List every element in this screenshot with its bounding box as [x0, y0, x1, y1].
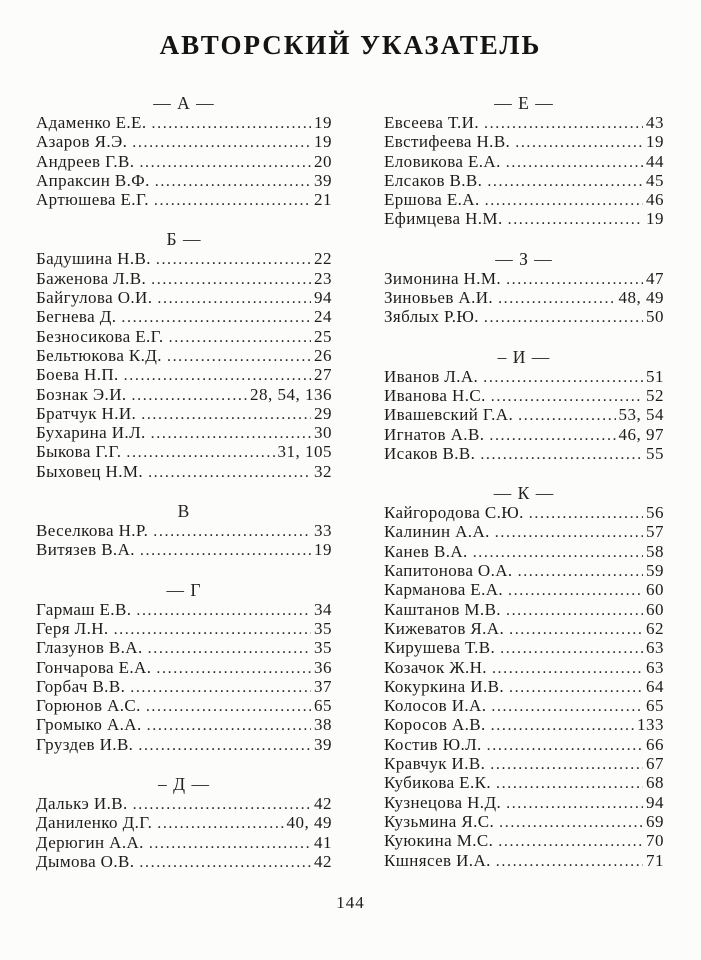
dot-leader: [151, 423, 311, 443]
entry-page-numbers: 35: [314, 638, 332, 658]
author-name: Ивашевский Г.А.: [384, 405, 514, 425]
dot-leader: [500, 638, 643, 658]
index-entry: [36, 249, 332, 268]
author-name: Баженова Л.В.: [36, 268, 147, 288]
index-entry: [384, 444, 664, 463]
author-name: Зимонина Н.М.: [384, 268, 502, 288]
letter-section: [36, 502, 332, 560]
index-entry: [384, 132, 664, 151]
entry-page-numbers: 46: [646, 190, 664, 210]
dot-leader: [138, 735, 311, 755]
index-entry: [384, 209, 664, 228]
entry-page-numbers: 58: [646, 541, 664, 561]
index-entry: [384, 715, 664, 734]
author-name: Дерюгин А.А.: [36, 832, 144, 852]
index-entry: [384, 677, 664, 696]
index-entry: [36, 307, 332, 326]
dot-leader: [485, 190, 643, 210]
dot-leader: [515, 132, 643, 152]
author-name: Бегнева Д.: [36, 307, 117, 327]
entry-page-numbers: 41: [314, 832, 332, 852]
section-letter-header: Б —: [166, 229, 202, 250]
index-entry: [384, 851, 664, 870]
index-entry: [36, 288, 332, 307]
dot-leader: [126, 442, 274, 462]
entry-page-numbers: 68: [646, 773, 664, 793]
entry-page-numbers: 42: [314, 851, 332, 871]
author-name: Быховец Н.М.: [36, 461, 144, 481]
author-name: Канев В.А.: [384, 541, 468, 561]
author-name: Боева Н.П.: [36, 365, 119, 385]
letter-section: [384, 94, 664, 229]
dot-leader: [506, 600, 643, 620]
entry-page-numbers: 51: [646, 366, 664, 386]
dot-leader: [132, 385, 247, 405]
index-entry: [36, 619, 332, 638]
author-name: Бухарина И.Л.: [36, 423, 146, 443]
dot-leader: [155, 171, 311, 191]
entry-page-numbers: 43: [646, 113, 664, 132]
author-name: Кузнецова Н.Д.: [384, 792, 502, 812]
index-entry: [384, 638, 664, 657]
dot-leader: [473, 542, 643, 562]
entry-page-numbers: 60: [646, 580, 664, 600]
index-entry: [384, 288, 664, 307]
entry-page-numbers: 33: [314, 521, 332, 541]
author-name: Кирушева Т.В.: [384, 638, 496, 658]
entry-page-numbers: 71: [646, 850, 664, 870]
index-entry: [36, 327, 332, 346]
dot-leader: [151, 269, 311, 289]
author-name: Исаков В.В.: [384, 443, 476, 463]
entry-page-numbers: 32: [314, 461, 332, 481]
dot-leader: [499, 812, 643, 832]
dot-leader: [483, 367, 643, 387]
index-entry: [384, 658, 664, 677]
entry-page-numbers: 53, 54: [618, 405, 664, 425]
dot-leader: [133, 794, 311, 814]
index-entry: [36, 404, 332, 423]
entry-page-numbers: 42: [314, 794, 332, 814]
dot-leader: [491, 386, 643, 406]
index-entry: [36, 442, 332, 461]
entry-page-numbers: 57: [646, 522, 664, 542]
index-entry: [384, 619, 664, 638]
entry-page-numbers: 69: [646, 811, 664, 831]
entry-page-numbers: 23: [314, 268, 332, 288]
dot-leader: [114, 619, 311, 639]
entry-page-numbers: 20: [314, 151, 332, 171]
author-name: Геря Л.Н.: [36, 618, 109, 638]
index-entry: [36, 696, 332, 715]
dot-leader: [508, 580, 643, 600]
entry-page-numbers: 65: [646, 696, 664, 716]
index-entry: [384, 831, 664, 850]
author-name: Зяблых Р.Ю.: [384, 307, 479, 327]
dot-leader: [157, 288, 311, 308]
letter-section: [384, 484, 664, 870]
index-entry: [384, 735, 664, 754]
page-title: АВТОРСКИЙ УКАЗАТЕЛЬ: [159, 30, 542, 60]
entry-page-numbers: 21: [314, 190, 332, 210]
entry-page-numbers: 55: [646, 443, 664, 463]
index-entry: [384, 812, 664, 831]
index-columns: [0, 94, 701, 871]
index-entry: [384, 542, 664, 561]
index-entry: [384, 600, 664, 619]
section-letter-header: — З —: [495, 248, 553, 269]
dot-leader: [148, 638, 311, 658]
author-name: Куюкина М.С.: [384, 831, 494, 851]
index-entry: [36, 365, 332, 384]
index-entry: [36, 638, 332, 657]
index-entry: [36, 385, 332, 404]
entry-page-numbers: 56: [646, 503, 664, 523]
entry-page-numbers: 29: [314, 403, 332, 423]
index-entry: [36, 600, 332, 619]
dot-leader: [136, 600, 311, 620]
author-name: Костив Ю.Л.: [384, 734, 482, 754]
entry-page-numbers: 60: [646, 599, 664, 619]
author-name: Витязев В.А.: [36, 540, 135, 560]
index-entry: [36, 113, 332, 132]
author-name: Безносикова Е.Г.: [36, 326, 164, 346]
index-entry: [36, 794, 332, 813]
index-entry: [36, 540, 332, 559]
entry-page-numbers: 67: [646, 754, 664, 774]
entry-page-numbers: 27: [314, 365, 332, 385]
author-name: Иванов Л.А.: [384, 366, 479, 386]
entry-page-numbers: 45: [646, 170, 664, 190]
author-name: Кузьмина Я.С.: [384, 811, 495, 831]
entry-page-numbers: 25: [314, 326, 332, 346]
entry-page-numbers: 39: [314, 170, 332, 190]
index-entry: [384, 522, 664, 541]
author-name: Игнатов А.В.: [384, 424, 485, 444]
dot-leader: [480, 444, 643, 464]
author-name: Гончарова Е.А.: [36, 657, 152, 677]
dot-leader: [491, 715, 634, 735]
index-entry: [36, 423, 332, 442]
index-entry: [384, 580, 664, 599]
author-name: Байгулова О.И.: [36, 288, 153, 308]
dot-leader: [509, 677, 643, 697]
index-entry: [36, 462, 332, 481]
index-entry: [36, 152, 332, 171]
dot-leader: [141, 404, 311, 424]
dot-leader: [130, 677, 311, 697]
section-letter-header: — А —: [153, 93, 215, 113]
section-letter-header: — Е —: [494, 93, 554, 113]
entry-page-numbers: 19: [646, 209, 664, 229]
entry-page-numbers: 40, 49: [286, 813, 332, 833]
index-entry: [384, 171, 664, 190]
entry-page-numbers: 133: [637, 715, 664, 735]
entry-page-numbers: 59: [646, 561, 664, 581]
author-name: Коросов А.В.: [384, 715, 486, 735]
index-entry: [36, 658, 332, 677]
index-entry: [384, 696, 664, 715]
entry-page-numbers: 38: [314, 715, 332, 735]
entry-page-numbers: 35: [314, 618, 332, 638]
dot-leader: [484, 307, 643, 327]
entry-page-numbers: 26: [314, 345, 332, 365]
index-entry: [384, 269, 664, 288]
author-name: Еловикова Е.А.: [384, 151, 501, 171]
section-letter-header: – И —: [497, 346, 551, 367]
author-name: Кайгородова С.Ю.: [384, 503, 524, 523]
index-entry: [36, 269, 332, 288]
entry-page-numbers: 65: [314, 696, 332, 716]
entry-page-numbers: 52: [646, 385, 664, 405]
dot-leader: [132, 132, 311, 152]
dot-leader: [154, 190, 311, 210]
index-entry: [384, 307, 664, 326]
dot-leader: [518, 405, 615, 425]
author-name: Дымова О.В.: [36, 851, 135, 871]
dot-leader: [157, 813, 283, 833]
entry-page-numbers: 24: [314, 307, 332, 327]
dot-leader: [156, 658, 311, 678]
section-letter-header: — К —: [493, 483, 555, 504]
letter-section: [36, 775, 332, 871]
dot-leader: [506, 793, 643, 813]
entry-page-numbers: 94: [314, 288, 332, 308]
index-entry: [384, 503, 664, 522]
author-name: Зиновьев А.И.: [384, 288, 494, 308]
author-name: Бознак Э.И.: [36, 384, 127, 404]
author-name: Апраксин В.Ф.: [36, 170, 150, 190]
dot-leader: [496, 851, 643, 871]
dot-leader: [489, 425, 615, 445]
author-name: Кравчук И.В.: [384, 754, 486, 774]
author-name: Даниленко Д.Г.: [36, 813, 153, 833]
letter-section: [384, 348, 664, 463]
entry-page-numbers: 94: [646, 792, 664, 812]
entry-page-numbers: 36: [314, 657, 332, 677]
dot-leader: [156, 249, 311, 269]
column-right: [384, 94, 664, 871]
author-name: Каштанов М.В.: [384, 599, 501, 619]
dot-leader: [487, 171, 643, 191]
entry-page-numbers: 37: [314, 676, 332, 696]
index-entry: [36, 852, 332, 871]
entry-page-numbers: 63: [646, 657, 664, 677]
index-entry: [384, 152, 664, 171]
dot-leader: [139, 852, 311, 872]
author-name: Адаменко Е.Е.: [36, 113, 147, 132]
index-entry: [384, 754, 664, 773]
index-entry: [36, 346, 332, 365]
dot-leader: [495, 522, 643, 542]
index-entry: [36, 190, 332, 209]
page-number: 144: [336, 893, 365, 912]
author-name: Артюшева Е.Г.: [36, 190, 149, 210]
author-name: Ефимцева Н.М.: [384, 209, 503, 229]
entry-page-numbers: 47: [646, 268, 664, 288]
dot-leader: [492, 658, 643, 678]
author-name: Быкова Г.Г.: [36, 442, 122, 462]
author-name: Калинин А.А.: [384, 522, 490, 542]
entry-page-numbers: 44: [646, 151, 664, 171]
author-name: Горюнов А.С.: [36, 696, 141, 716]
column-left: [36, 94, 332, 871]
author-name: Елсаков В.В.: [384, 170, 483, 190]
author-name: Евсеева Т.И.: [384, 113, 480, 132]
author-name: Ершова Е.А.: [384, 190, 480, 210]
index-entry: [36, 521, 332, 540]
dot-leader: [498, 288, 615, 308]
entry-page-numbers: 62: [646, 618, 664, 638]
author-name: Евстифеева Н.В.: [384, 132, 511, 152]
entry-page-numbers: 19: [314, 113, 332, 132]
entry-page-numbers: 48, 49: [618, 288, 664, 308]
dot-leader: [529, 503, 643, 523]
entry-page-numbers: 30: [314, 423, 332, 443]
letter-section: [384, 250, 664, 327]
author-name: Иванова Н.С.: [384, 385, 486, 405]
entry-page-numbers: 19: [314, 132, 332, 152]
dot-leader: [147, 715, 311, 735]
entry-page-numbers: 63: [646, 638, 664, 658]
entry-page-numbers: 34: [314, 599, 332, 619]
entry-page-numbers: 39: [314, 734, 332, 754]
entry-page-numbers: 19: [646, 132, 664, 152]
dot-leader: [169, 327, 311, 347]
index-entry: [36, 171, 332, 190]
author-name: Горбач В.В.: [36, 676, 126, 696]
section-letter-header: – Д —: [158, 774, 210, 795]
entry-page-numbers: 64: [646, 676, 664, 696]
index-entry: [384, 113, 664, 132]
entry-page-numbers: 66: [646, 734, 664, 754]
index-entry: [384, 405, 664, 424]
dot-leader: [506, 152, 643, 172]
index-entry: [384, 386, 664, 405]
index-entry: [384, 793, 664, 812]
section-letter-header: — Г: [166, 579, 202, 600]
index-entry: [36, 833, 332, 852]
section-letter-header: В: [177, 501, 191, 522]
dot-leader: [149, 833, 311, 853]
dot-leader: [140, 540, 311, 560]
dot-leader: [139, 152, 311, 172]
author-name: Азаров Я.Э.: [36, 132, 128, 152]
index-entry: [36, 715, 332, 734]
dot-leader: [487, 735, 643, 755]
entry-page-numbers: 19: [314, 540, 332, 560]
index-entry: [36, 735, 332, 754]
entry-page-numbers: 28, 54, 136: [250, 384, 332, 404]
entry-page-numbers: 22: [314, 249, 332, 269]
dot-leader: [509, 619, 643, 639]
dot-leader: [490, 754, 643, 774]
index-entry: [384, 561, 664, 580]
dot-leader: [496, 773, 643, 793]
author-name: Капитонова О.А.: [384, 561, 513, 581]
entry-page-numbers: 70: [646, 831, 664, 851]
entry-page-numbers: 31, 105: [277, 442, 332, 462]
author-name: Кижеватов Я.А.: [384, 618, 505, 638]
author-name: Колосов И.А.: [384, 696, 487, 716]
dot-leader: [498, 831, 643, 851]
index-entry: [384, 773, 664, 792]
author-name: Глазунов В.А.: [36, 638, 143, 658]
dot-leader: [146, 696, 311, 716]
dot-leader: [152, 113, 312, 133]
author-name: Кокуркина И.В.: [384, 676, 504, 696]
dot-leader: [491, 696, 643, 716]
dot-leader: [148, 462, 311, 482]
dot-leader: [167, 346, 311, 366]
index-entry: [36, 132, 332, 151]
entry-page-numbers: 46, 97: [618, 424, 664, 444]
author-name: Гармаш Е.В.: [36, 599, 132, 619]
index-entry: [384, 190, 664, 209]
author-name: Бадушина Н.В.: [36, 249, 151, 269]
entry-page-numbers: 50: [646, 307, 664, 327]
author-name: Карманова Е.А.: [384, 580, 504, 600]
author-name: Груздев И.В.: [36, 734, 134, 754]
dot-leader: [506, 269, 643, 289]
dot-leader: [121, 307, 311, 327]
author-name: Козачок Ж.Н.: [384, 657, 487, 677]
index-entry: [36, 677, 332, 696]
author-name: Андреев Г.В.: [36, 151, 135, 171]
dot-leader: [153, 521, 311, 541]
dot-leader: [484, 113, 643, 133]
index-entry: [36, 813, 332, 832]
author-name: Кубикова Е.К.: [384, 773, 492, 793]
author-name: Далькэ И.В.: [36, 794, 128, 814]
dot-leader: [124, 365, 311, 385]
author-name: Веселкова Н.Р.: [36, 521, 149, 541]
author-name: Громыко А.А.: [36, 715, 142, 735]
index-entry: [384, 425, 664, 444]
dot-leader: [508, 209, 643, 229]
index-entry: [384, 367, 664, 386]
author-name: Бельтюкова К.Д.: [36, 345, 162, 365]
letter-section: [36, 94, 332, 209]
author-name: Кшнясев И.А.: [384, 850, 491, 870]
letter-section: [36, 581, 332, 754]
dot-leader: [518, 561, 643, 581]
author-name: Братчук Н.И.: [36, 403, 137, 423]
letter-section: [36, 230, 332, 481]
